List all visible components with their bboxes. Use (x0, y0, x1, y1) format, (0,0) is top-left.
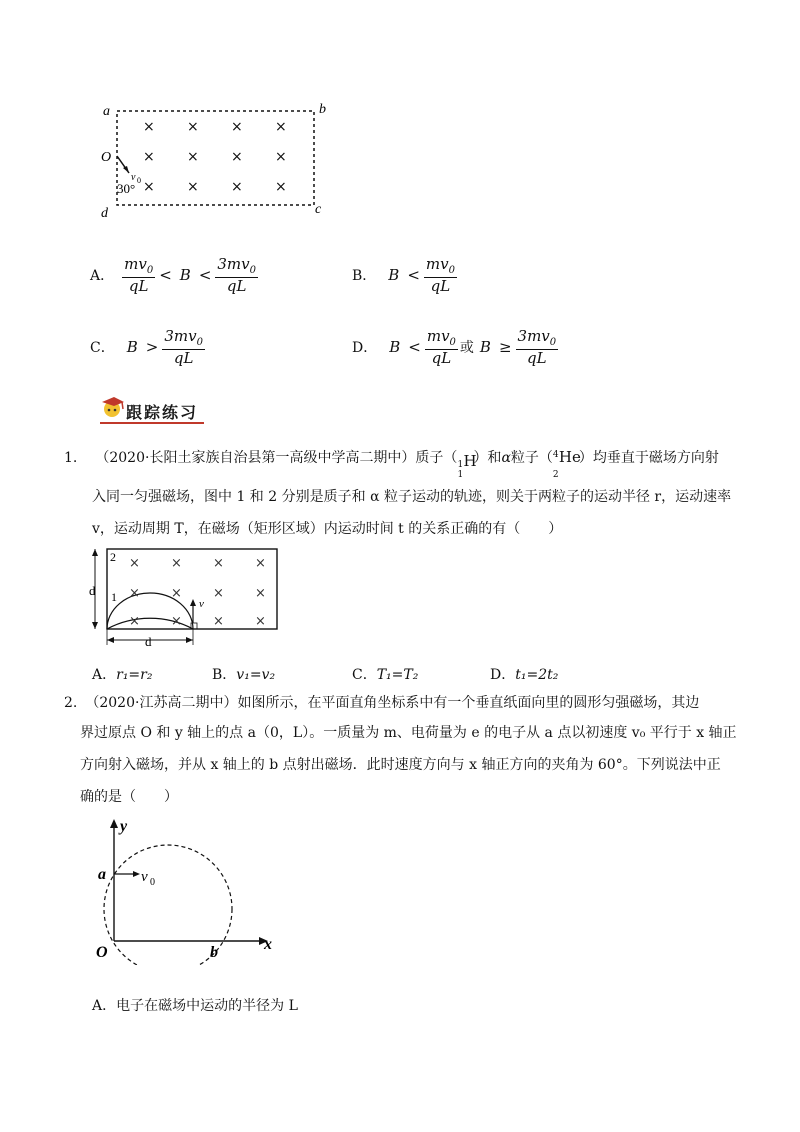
q2-line-1: 2. （2020·江苏高二期中）如图所示，在平面直角坐标系中有一个垂直纸面向里的圆形匀强磁场，其边 (64, 695, 700, 711)
cross-grid (143, 119, 287, 195)
relation: < (198, 266, 212, 285)
corner-b-label: b (319, 102, 326, 117)
velocity-label: v (199, 598, 204, 610)
section-title: 跟踪练习 (126, 403, 199, 422)
symbol-b: B (389, 338, 401, 357)
or-word: 或 (459, 340, 474, 357)
cross-mark: × (275, 179, 287, 195)
cross-mark: × (275, 119, 287, 135)
q1-line-1: 1. （2020·长阳土家族自治县第一高级中学高二期中）质子（ 1 1 H ）和α粒子（ 4 2 He ）均垂直于磁场方向射 (64, 448, 719, 480)
cross-mark: × (231, 179, 243, 195)
dim-d-vertical: d (89, 583, 96, 598)
symbol-b: B (479, 338, 491, 357)
q1-option-b[interactable]: B．v₁=v₂ (212, 667, 276, 683)
point-a-label: a (98, 866, 106, 883)
option-b[interactable] (352, 256, 457, 295)
relation: < (159, 266, 172, 285)
option-a-label: A． (90, 268, 115, 285)
origin-label: O (101, 150, 112, 165)
relation: > (145, 338, 159, 357)
x-axis-label: x (264, 936, 272, 953)
graduate-cap-icon (100, 395, 126, 419)
cross-mark: × (171, 586, 182, 601)
fraction: $\frac{3mv_0}{qL}$ (217, 255, 257, 295)
q2-option-a[interactable]: A．电子在磁场中运动的半径为 L (92, 998, 298, 1014)
fraction: $\frac{3mv_0}{qL}$ (164, 327, 203, 367)
q1-line-3: v，运动周期 T，在磁场（矩形区域）内运动时间 t 的关系正确的有（ ） (92, 521, 563, 537)
option-d-label: D． (352, 340, 378, 357)
cross-mark: × (129, 556, 140, 571)
q1-option-d[interactable]: D．t₁=2t₂ (490, 667, 559, 683)
q1-option-c[interactable]: C．T₁=T₂ (352, 667, 419, 683)
cross-mark: × (213, 614, 224, 629)
cross-mark: × (255, 614, 266, 629)
figure-3-circular-field-coordinates (92, 815, 292, 965)
fraction: $\frac{mv_0}{qL}$ (425, 255, 455, 295)
symbol-b: B (126, 338, 138, 357)
figure-1-magnetic-field-rectangle (95, 95, 335, 225)
cross-mark: × (143, 149, 155, 165)
q2-line-2: 界过原点 O 和 y 轴上的点 a（0，L）。一质量为 m、电荷量为 e 的电子从 a 点以初速度 v₀ 平行于 x 轴正 (80, 725, 737, 741)
cross-mark: × (187, 179, 199, 195)
cross-mark: × (255, 556, 266, 571)
option-d[interactable] (352, 328, 558, 367)
relation: ≥ (498, 338, 512, 357)
fraction: $\frac{3mv_0}{qL}$ (517, 327, 557, 367)
cross-mark: × (143, 179, 155, 195)
symbol-b: B (388, 266, 400, 285)
cross-mark: × (187, 119, 199, 135)
angle-label: 30° (117, 181, 136, 196)
option-a[interactable] (90, 256, 258, 295)
cross-mark: × (187, 149, 199, 165)
trajectory-1-label: 1 (111, 590, 117, 604)
section-underline (100, 422, 204, 424)
q1-line-2: 入同一匀强磁场，图中 1 和 2 分别是质子和 α 粒子运动的轨迹，则关于两粒子的运动半径 r，运动速率 (92, 489, 732, 505)
corner-a-label: a (103, 104, 110, 119)
cross-mark: × (231, 149, 243, 165)
cross-mark: × (275, 149, 287, 165)
q1-option-a[interactable]: A．r₁=r₂ (92, 667, 153, 683)
cross-mark: × (129, 586, 140, 601)
relation: < (408, 338, 421, 357)
symbol-b: B (179, 266, 191, 285)
cross-mark: × (171, 556, 182, 571)
q1-number: 1. (64, 450, 78, 466)
relation: < (407, 266, 420, 285)
cross-mark: × (213, 586, 224, 601)
cross-mark: × (171, 614, 182, 629)
cross-mark: × (255, 586, 266, 601)
cross-mark: × (231, 119, 243, 135)
q2-number: 2. (64, 695, 78, 711)
velocity-label: v (141, 869, 148, 885)
corner-c-label: c (315, 202, 322, 217)
cross-mark: × (143, 119, 155, 135)
fraction: $\frac{mv_0}{qL}$ (124, 255, 154, 295)
fraction: $\frac{mv_0}{qL}$ (426, 327, 456, 367)
q2-line-3: 方向射入磁场，并从 x 轴上的 b 点射出磁场．此时速度方向与 x 轴正方向的夹角为 60°。下列说法中正 (80, 757, 721, 773)
velocity-subscript: 0 (150, 877, 155, 888)
q1-source: （2020·长阳土家族自治县第一高级中学高二期中）质子（ (95, 450, 458, 466)
cross-mark: × (129, 614, 140, 629)
figure-2-particle-trajectories (85, 545, 285, 647)
origin-label: O (96, 944, 108, 961)
option-c[interactable] (90, 328, 205, 367)
velocity-label: v (131, 172, 136, 183)
option-b-label: B． (352, 268, 377, 285)
corner-d-label: d (101, 206, 108, 221)
option-c-label: C． (90, 340, 115, 357)
y-axis-label: y (120, 818, 128, 835)
cross-mark: × (213, 556, 224, 571)
dim-d-horizontal: d (145, 634, 152, 647)
q2-line-4: 确的是（ ） (80, 789, 178, 805)
point-b-label: b (210, 944, 218, 961)
trajectory-2-label: 2 (110, 550, 116, 564)
velocity-subscript: 0 (137, 176, 141, 185)
